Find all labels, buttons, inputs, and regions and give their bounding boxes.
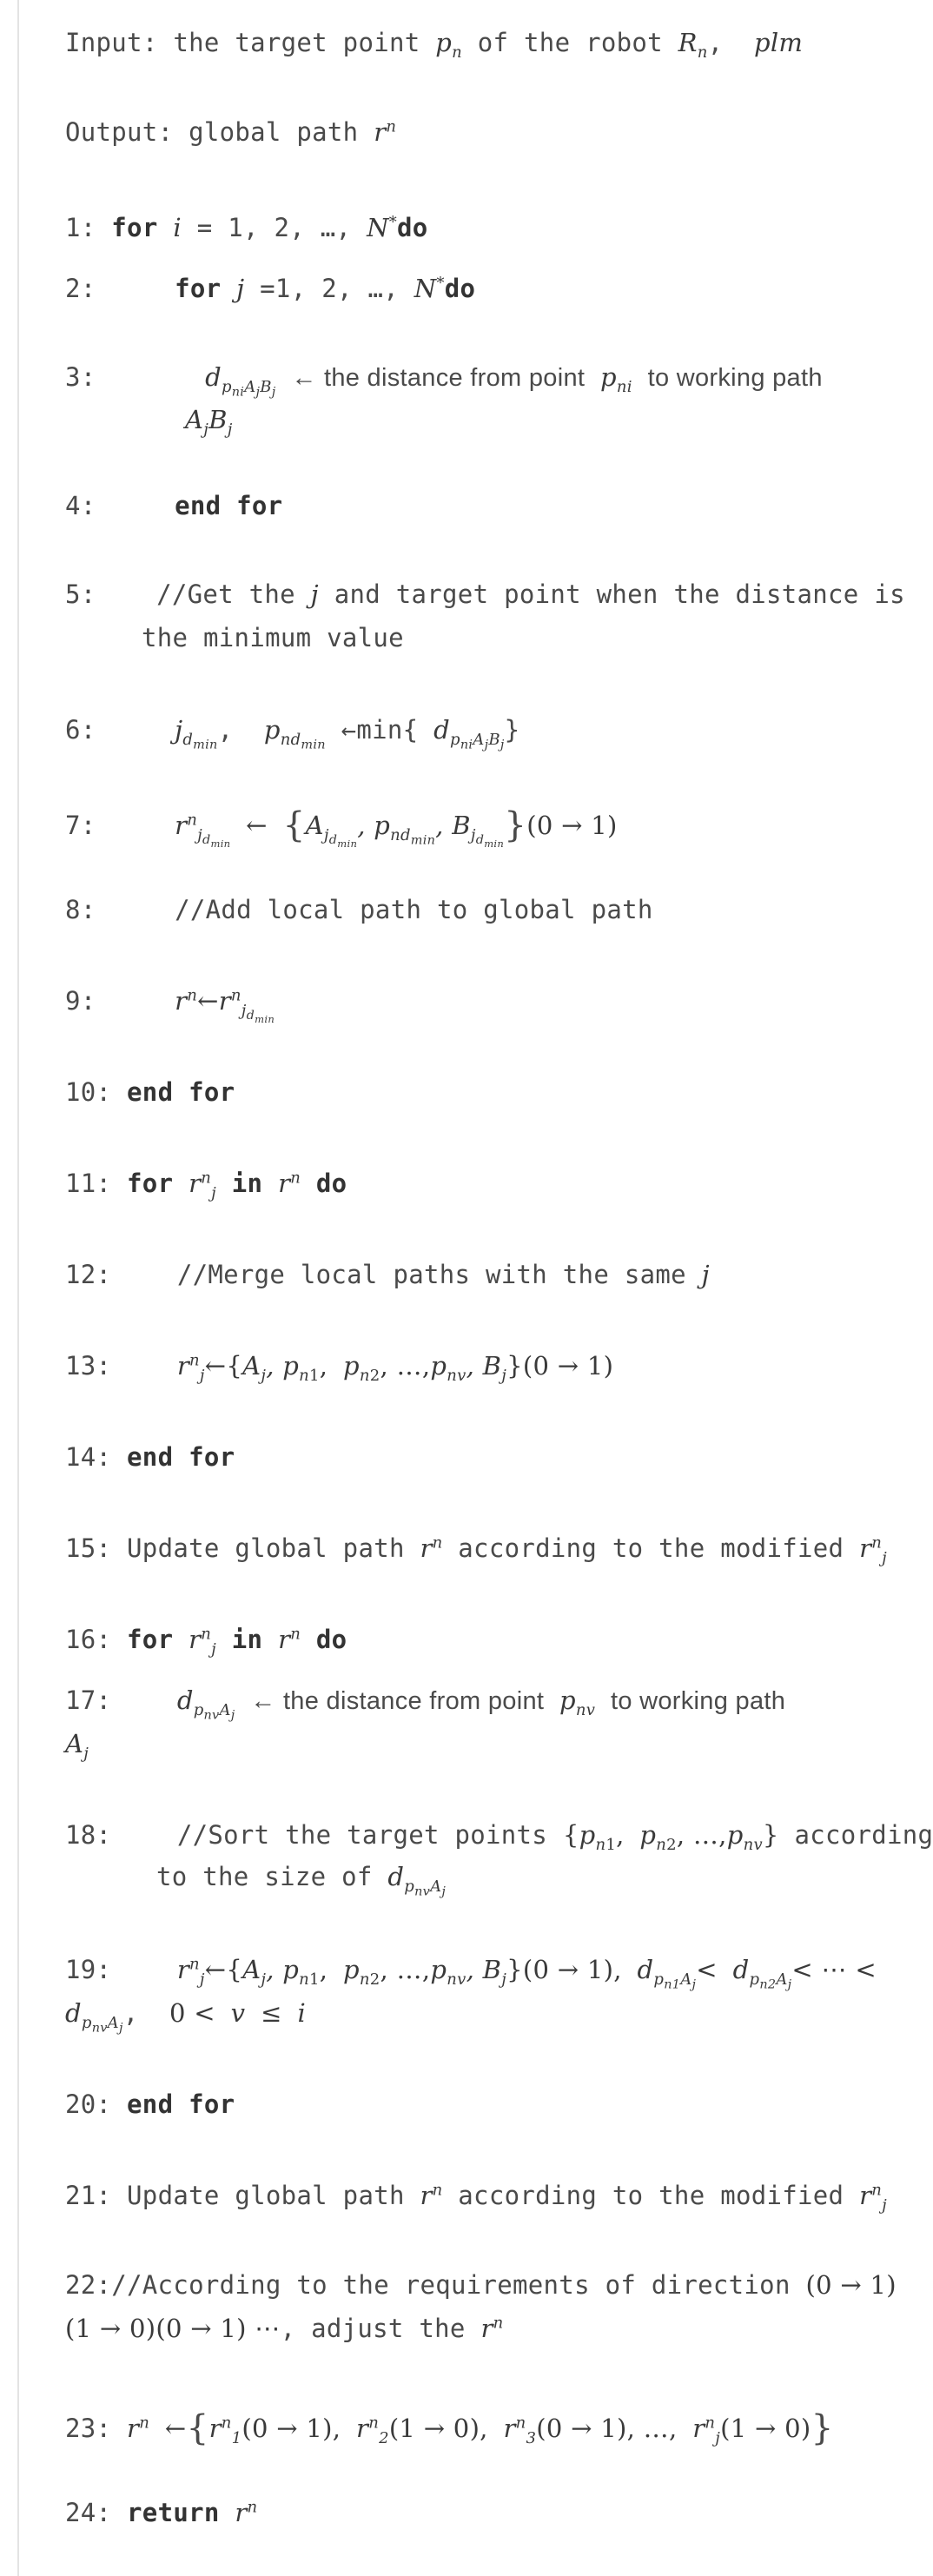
algo-line-20: 20: end for (65, 2089, 235, 2119)
algo-line-24: 24: return $r^n$ (65, 2498, 258, 2527)
input-line: Input: the target point $p_n$ of the robot $R_n$, plm (65, 28, 804, 62)
algo-line-3-cont: $A_jB_j$ (185, 405, 233, 439)
algo-line-5-cont: the minimum value (142, 623, 404, 652)
algo-line-12: 12: //Merge local paths with the same j (65, 1260, 710, 1289)
algo-line-15: 15: Update global path $r^n$ according to the modified $r^n_j$ (65, 1533, 887, 1567)
algo-line-23: 23: $r^n$ $\leftarrow\{r^n_1(0 \to 1)$, $r^n_2(1 \to 0)$, $r^n_3(0 \to 1)$, …, $r^n_j(1 \to 0)$} (65, 2407, 834, 2448)
algo-line-7: 7: $r^n_{j_{d_{min}}}$ ← {$A_{j_{d_{min}}}$, $p_{nd_{min}}$, $B_{j_{d_{min}}}\}(0 \to 1)$ (65, 804, 618, 851)
algo-line-17-cont: $A_j$ (65, 1729, 89, 1763)
algo-line-11: 11: for $r^n_j$ in $r^n$ do (65, 1169, 347, 1202)
algo-line-5: 5: //Get the j and target point when the distance is (65, 579, 905, 609)
algo-line-19: 19: $r^n_j\leftarrow\{A_j$, $p_{n1}$, $p_{n2}$, $\dots,p_{nv}$, $B_j\}(0 \to 1)$, $d_{p_{n1}A_j}< d_{p_{n2}A_j}<$ ⋯ < (65, 1955, 877, 1992)
algo-line-18-cont: to the size of $d_{p_{nv}A_j}$ (156, 1862, 447, 1899)
algo-line-10: 10: end for (65, 1077, 235, 1107)
algo-line-4: 4: end for (65, 491, 283, 520)
algo-line-14: 14: end for (65, 1442, 235, 1472)
algo-line-13: 13: $r^n_j\leftarrow\{A_j$, $p_{n1}$, $p_{n2}$, $\dots,p_{nv}$, $B_j\}(0 \to 1)$ (65, 1351, 614, 1385)
algo-line-18: 18: //Sort the target points {$p_{n1}$, $p_{n2}$, $\dots,p_{nv}$} according (65, 1820, 933, 1854)
algo-line-1: 1: for i = 1, 2, …, N*do (65, 213, 428, 242)
algo-line-22: 22://According to the requirements of direction (0 → 1) (65, 2270, 897, 2300)
algo-line-16: 16: for $r^n_j$ in $r^n$ do (65, 1625, 347, 1659)
output-line: Output: global path $r^n$ (65, 117, 397, 147)
algo-line-3: 3: $d_{p_{ni}A_jB_j}$ ← the distance from point $p_{ni}$ to working path (65, 362, 823, 400)
input-label: Input (65, 28, 142, 57)
algo-line-19-cont: $d_{p_{nv}A_j}$, 0 < v ≤ i (65, 1998, 307, 2036)
algo-line-8: 8: //Add local path to global path (65, 895, 653, 924)
algo-line-21: 21: Update global path $r^n$ according to the modified $r^n_j$ (65, 2181, 887, 2215)
algo-line-6: 6: $j_{d_{min}}$, $p_{nd_{min}}$ ←min{ $d_{p_{ni}A_jB_j}$} (65, 715, 520, 752)
algo-line-9: 9: $r^n\leftarrow r^n_{j_{d_{min}}}$ (65, 986, 275, 1026)
algo-line-2: 2: for j =1, 2, …, N*do (65, 274, 476, 303)
algo-line-22-cont: (1 → 0)(0 → 1) ⋯, adjust the $r^n$ (65, 2314, 504, 2343)
output-label: Output (65, 117, 158, 147)
algo-line-17: 17: $d_{p_{nv}A_j}$ ← the distance from point $p_{nv}$ to working path (65, 1685, 786, 1723)
